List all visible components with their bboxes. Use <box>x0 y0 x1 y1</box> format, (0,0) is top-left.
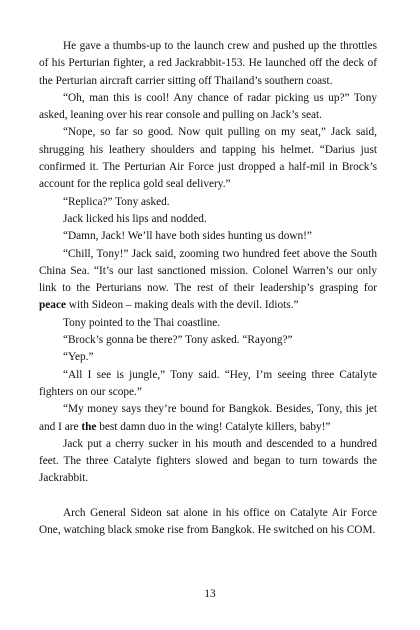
paragraph-bangkok-end: best damn duo in the wing! Catalyte killers, baby!” <box>96 420 331 433</box>
paragraph-yep: “Yep.” <box>63 351 94 364</box>
paragraph-launch: He gave a thumbs-up to the launch crew and pushed up the throttles of his Perturian fighter, a red Jackrabbit-153. He launched off the deck of the Perturian aircraft carrier sitting off Thailand’s southern coast. <box>39 40 377 87</box>
emphasis-peace: peace <box>39 299 66 312</box>
paragraph-chill-text: “Chill, Tony!” Jack said, zooming two hundred feet above the South China Sea. “It’s our last sanctioned mission. Colonel Warren’s our only link to the Perturians now. The rest of their leadership’s grasping for <box>39 247 377 295</box>
paragraph-chill-end: with Sideon – making deals with the devil. Idiots.” <box>65 299 299 312</box>
paragraph-sucker: Jack put a cherry sucker in his mouth and descended to a hundred feet. The three Catalyte fighters slowed and began to turn towards the Jackrabbit. <box>39 437 377 485</box>
page-number: 13 <box>204 588 216 600</box>
paragraph-bangkok <box>39 401 377 436</box>
paragraph-rayong: “Brock’s gonna be there?” Tony asked. “Rayong?” <box>63 334 293 347</box>
paragraph-coastline: Tony pointed to the Thai coastline. <box>63 316 221 329</box>
body-text <box>39 38 377 540</box>
paragraph-chill <box>39 246 377 315</box>
paragraph-jungle: “All I see is jungle,” Tony said. “Hey, I’m seeing three Catalyte fighters on our scope.” <box>39 368 377 398</box>
emphasis-the: the <box>81 420 97 433</box>
paragraph-radar: “Oh, man this is cool! Any chance of radar picking us up?” Tony asked, leaning over his rear console and pulling on Jack’s seat. <box>39 91 377 122</box>
paragraph-seat: “Nope, so far so good. Now quit pulling on my seat,” Jack said, shrugging his leathery shoulders and tapping his helmet. “Darius just confirmed it. The Perturian Air Force just dropped a half-mil in Brock’s account for the replica gold seal delivery.” <box>39 126 377 191</box>
paragraph-replica: “Replica?” Tony asked. <box>63 195 170 208</box>
paragraph-hunting: “Damn, Jack! We’ll have both sides hunting us down!” <box>63 230 312 243</box>
paragraph-nodded: Jack licked his lips and nodded. <box>63 212 207 225</box>
paragraph-sideon: Arch General Sideon sat alone in his office on Catalyte Air Force One, watching black smoke rise from Bangkok. He switched on his COM. <box>39 507 377 537</box>
paragraph-bangkok-text: “My money says they’re bound for Bangkok. Besides, Tony, this jet and I are <box>39 403 377 433</box>
